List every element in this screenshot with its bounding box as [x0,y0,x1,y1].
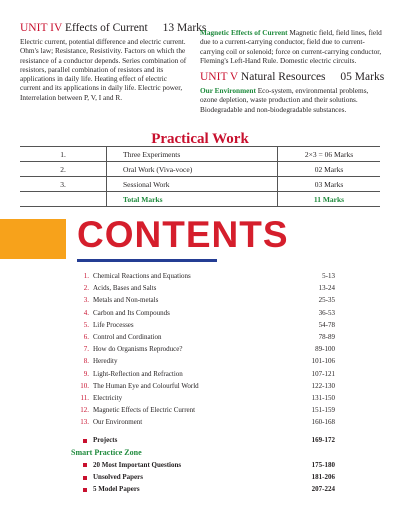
toc-entry[interactable] [75,294,335,306]
chapter-title: Metals and Non-metals [93,296,159,305]
chapter-title: How do Organisms Reproduce? [93,345,183,354]
bullet-icon [83,476,87,480]
chapter-number: 3. [83,296,89,305]
chapter-title: Heredity [93,357,118,366]
total-value: 11 Marks [313,194,345,204]
row-item: Oral Work (Viva-voce) [107,162,278,177]
smart-item-pages: 207-224 [311,485,335,494]
chapter-pages: 101-106 [311,357,335,366]
row-marks: 03 Marks [314,179,344,189]
chapter-title: Our Environment [93,418,143,427]
unit-marks: 13 Marks [162,22,207,34]
practical-work-table [20,146,380,207]
total-label: Total Marks [107,192,278,207]
row-marks: 02 Marks [314,164,344,174]
environment-heading: Our Environment [200,86,256,96]
chapter-pages: 151-159 [311,406,335,415]
chapter-pages: 54-78 [318,320,335,329]
toc-entry[interactable] [75,416,335,428]
toc-entry[interactable] [75,355,335,367]
smart-item-pages: 181-206 [311,473,335,481]
chapter-number: 8. [83,357,89,366]
toc-entry-smart[interactable] [75,471,335,483]
toc-entry[interactable] [75,343,335,355]
toc-entry[interactable] [75,282,335,294]
toc-entry[interactable] [75,392,335,404]
magnetic-effects-paragraph [200,28,382,65]
chapter-pages: 25-35 [318,296,335,305]
orange-accent-block [0,219,66,259]
row-number: 1. [20,147,107,162]
table-row [20,147,380,162]
chapter-number: 1. [83,272,89,280]
chapter-title: Magnetic Effects of Electric Current [93,406,196,415]
smart-item-pages: 175-180 [311,460,335,469]
bullet-icon [83,439,87,443]
toc-entry[interactable] [75,380,335,392]
chapter-title: Control and Cordination [93,332,162,341]
chapter-pages: 13-24 [318,284,335,293]
smart-practice-zone-heading: Smart Practice Zone [71,447,142,457]
row-number: 2. [20,162,107,177]
unit-iv-heading [20,22,207,35]
row-number: 3. [20,177,107,192]
unit-iv-section [20,22,207,102]
chapter-title: The Human Eye and Colourful World [93,381,199,390]
unit-number: UNIT IV [20,22,63,34]
magnetic-body: Magnetic field, field lines, field due to a current-carrying conductor, field due to current-carrying coil or solenoid; force on current-carrying conductor, Fleming's Left-Hand Rule. Domestic electric circuits. [200,28,382,65]
chapter-number: 9. [83,369,89,378]
chapter-pages: 36-53 [318,308,335,317]
unit-marks: 05 Marks [340,71,385,84]
unit-title: Natural Resources [240,71,326,84]
toc-entry[interactable] [75,404,335,416]
chapter-title: Acids, Bases and Salts [93,284,157,293]
chapter-pages: 107-121 [311,369,335,378]
right-column [200,28,385,114]
smart-practice-zone-heading-row [71,447,335,459]
chapter-pages: 160-168 [311,418,335,427]
smart-item-title: 5 Model Papers [93,485,140,494]
chapter-title: Light-Reflection and Refraction [93,369,183,378]
chapter-pages: 78-89 [318,332,335,341]
unit-title: Effects of Current [64,22,148,34]
row-marks: 2×3 = 06 Marks [304,149,354,159]
table-of-contents [71,270,335,495]
chapter-title: Chemical Reactions and Equations [93,272,191,280]
toc-entry[interactable] [75,368,335,380]
total-row [20,192,380,207]
chapter-title: Carbon and Its Compounds [93,308,170,317]
chapter-number: 2. [83,284,89,293]
smart-item-title: Unsolved Papers [93,473,143,481]
bullet-icon [83,488,87,492]
smart-item-title: 20 Most Important Questions [93,460,182,469]
environment-body: Eco-system, environmental problems, ozone depletion, waste production and their solutions. Biodegradable and non-biodegradable substances. [200,86,369,114]
toc-entry-projects[interactable] [75,434,335,446]
chapter-number: 6. [83,332,89,341]
toc-entry[interactable] [75,319,335,331]
bullet-icon [83,463,87,467]
chapter-number: 5. [83,320,89,329]
toc-entry-smart[interactable] [75,459,335,471]
toc-entry[interactable] [75,270,335,282]
chapter-title: Electricity [93,393,123,402]
chapter-pages: 89-100 [315,345,335,354]
chapter-number: 13. [80,418,89,427]
toc-entry-smart[interactable] [75,483,335,495]
table-row [20,162,380,177]
chapter-number: 10. [80,381,89,390]
row-item: Sessional Work [107,177,278,192]
contents-title: CONTENTS [77,214,289,255]
practical-work-title: Practical Work [151,131,249,147]
environment-paragraph [200,86,382,114]
toc-entry[interactable] [75,307,335,319]
projects-pages: 169-172 [311,436,335,445]
chapter-number: 11. [80,393,89,402]
unit-iv-body: Electric current, potential difference and electric current. Ohm's law; Resistance, Resistivity. Factors on which the resistance of a conductor depends. Series combination of resistors, parallel combination of resistors and its applications in daily life. Heating effect of electric current and its applications in daily life. Electric power, Interrelation between P, V, I and R. [20,37,187,102]
chapter-number: 12. [80,406,89,415]
chapter-pages: 131-150 [311,393,335,402]
title-underline [77,259,217,262]
toc-entry[interactable] [75,331,335,343]
chapter-pages: 122-130 [311,381,335,390]
chapter-number: 4. [83,308,89,317]
magnetic-heading: Magnetic Effects of Current [200,28,288,37]
row-item: Three Experiments [107,147,278,162]
chapter-title: Life Processes [93,320,134,329]
unit-number: UNIT V [200,71,239,84]
projects-title: Projects [93,436,118,445]
table-row [20,177,380,192]
chapter-number: 7. [83,345,89,354]
unit-v-heading [200,71,385,84]
chapter-pages: 5-13 [322,272,335,280]
